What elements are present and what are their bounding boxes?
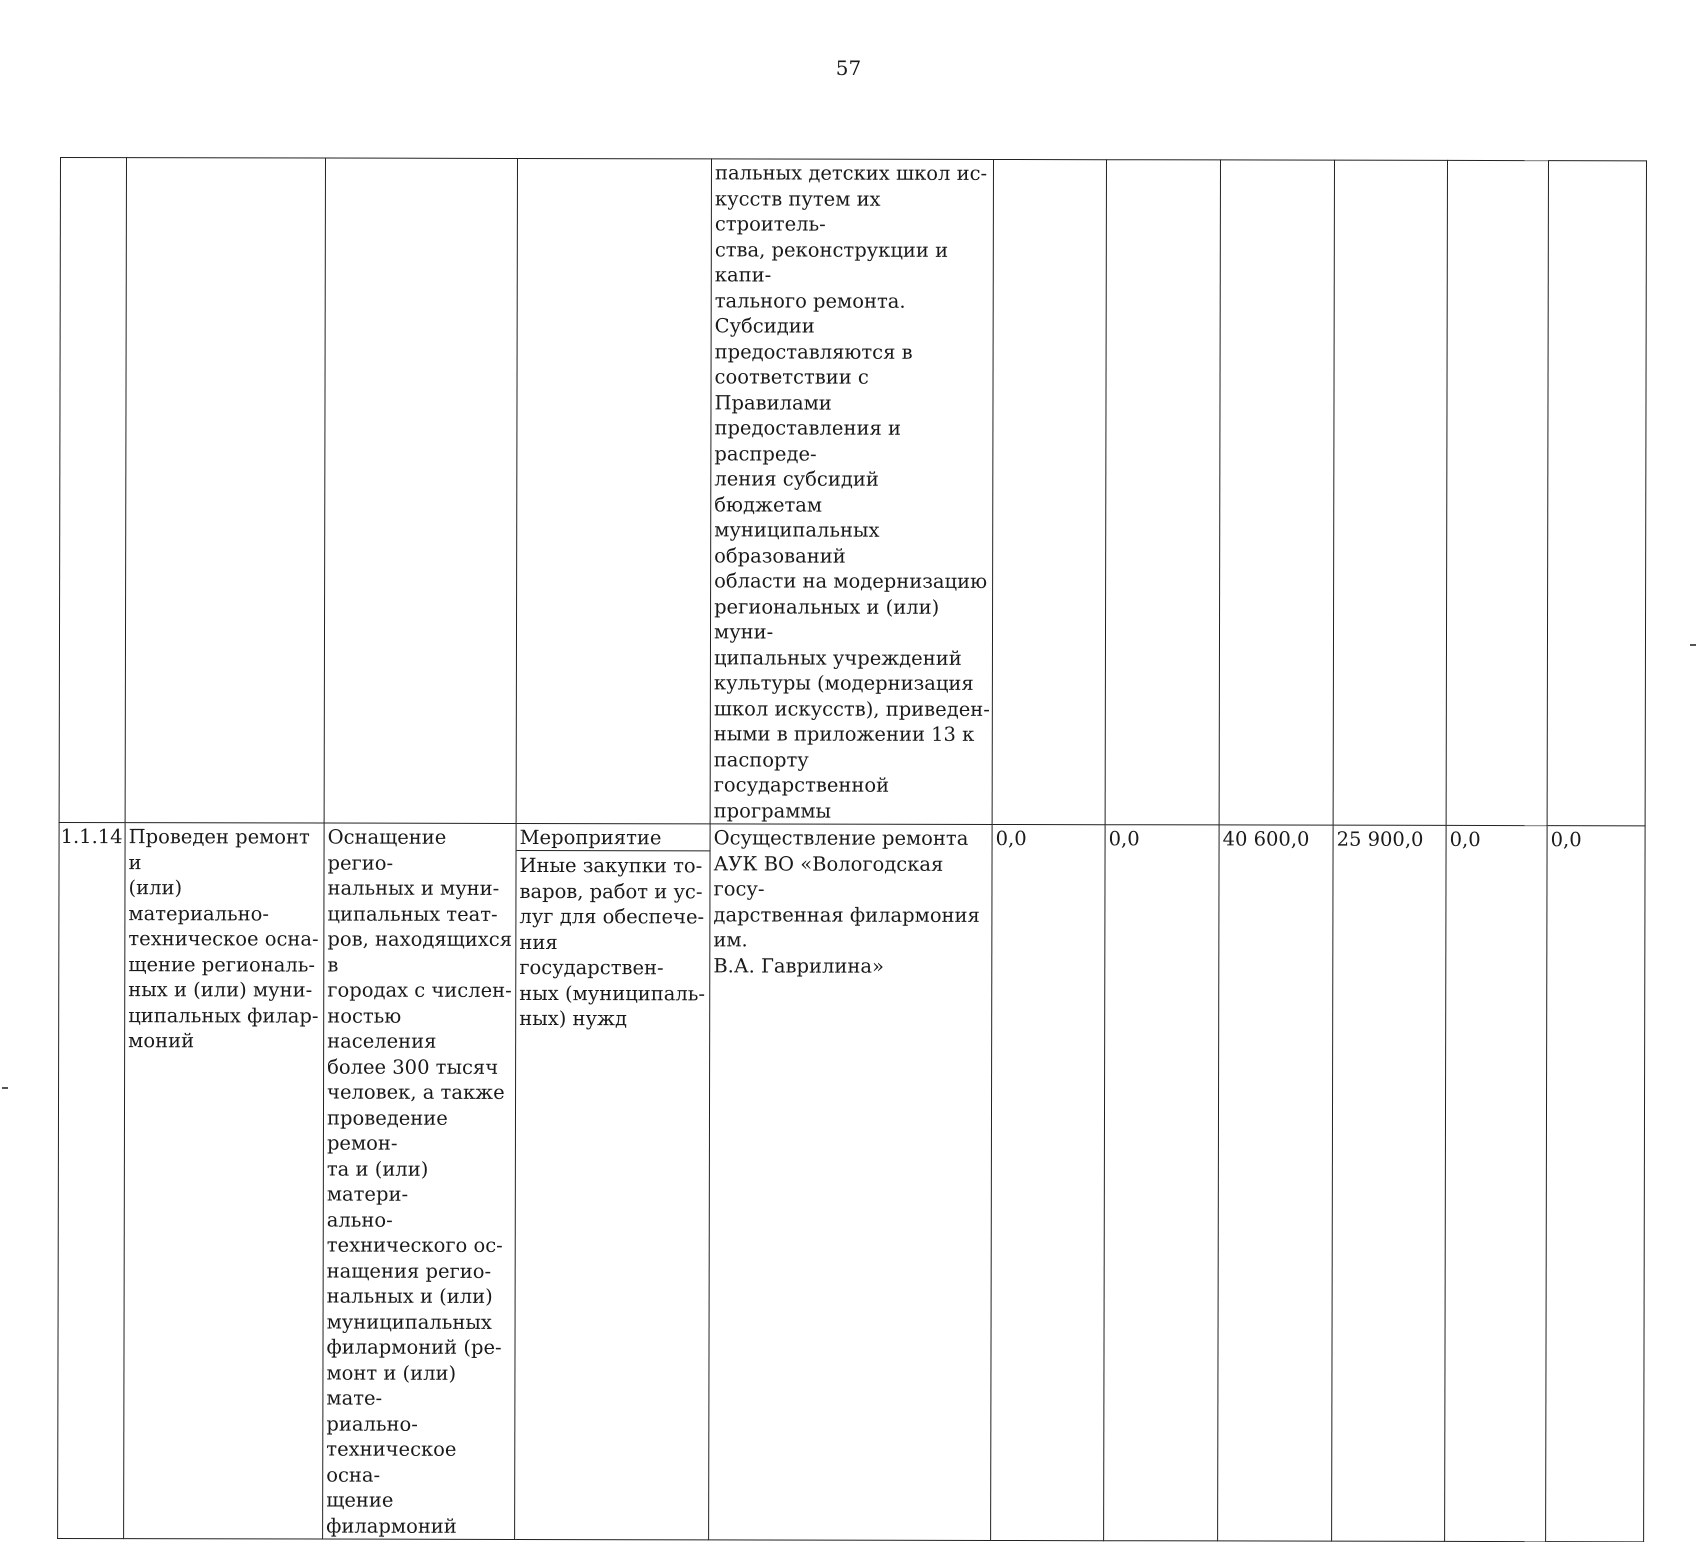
table-row-continuation xyxy=(59,158,1646,826)
cell-type xyxy=(516,158,711,823)
cell-type xyxy=(515,823,710,1539)
cell-value xyxy=(1547,161,1646,826)
cell-value xyxy=(1105,160,1220,825)
type-detail: Иные закупки то- варов, работ и ус- луг для обеспече- ния государствен- ных (муниципаль- ных) нужд xyxy=(519,853,706,1031)
cell-value: 25 900,0 xyxy=(1332,825,1446,1541)
cell-value: 0,0 xyxy=(991,824,1105,1540)
cell-value xyxy=(1219,160,1334,825)
cell-value: 0,0 xyxy=(1104,825,1219,1541)
cell-description: Осуществление ремонта АУК ВО «Вологодская госу- дарственная филармония им. В.А. Гаврилина» xyxy=(709,824,992,1541)
cell-description: пальных детских школ ис- кусств путем их строитель- ства, реконструкции и капи- тального ремонта. Субсидии предоставляются в соответствии с Правилами предоставления и распреде- ления субсидий бюджетам муниципальных образований области на модернизацию региональных и (или) муни- ципальных учреждений культуры (модернизация школ искусств), приведен- ными в приложении 13 к паспорту государственной программы xyxy=(710,159,993,825)
cell-code: 1.1.14 xyxy=(58,822,126,1538)
budget-table xyxy=(57,157,1647,1542)
cell-value xyxy=(1333,160,1447,825)
cell-code xyxy=(59,158,126,823)
cell-value: 0,0 xyxy=(1445,825,1547,1541)
cell-value xyxy=(1446,160,1548,825)
cell-value xyxy=(992,159,1106,824)
scan-mark xyxy=(1690,644,1696,646)
cell-measure: Оснащение регио- нальных и муни- ципальных теат- ров, находящихся в городах с числен- ностью населения более 300 тысяч человек, а также проведение ремон- та и (или) матери- ально- технического ос- нащения регио- нальных и (или) муниципальных филармоний (ре- монт и (или) мате- риально- техническое осна- щение филармоний xyxy=(323,823,516,1539)
table-row-1-1-14 xyxy=(58,822,1646,1541)
cell-measure xyxy=(324,158,517,823)
cell-result xyxy=(125,158,325,823)
page-number: 57 xyxy=(835,56,862,80)
type-label: Мероприятие xyxy=(517,825,710,851)
scan-mark xyxy=(2,1087,8,1089)
cell-value: 0,0 xyxy=(1546,826,1645,1542)
cell-result: Проведен ремонт и (или) материально- техническое осна- щение региональ- ных и (или) муни- ципальных филар- моний xyxy=(124,823,324,1539)
cell-value: 40 600,0 xyxy=(1218,825,1333,1541)
